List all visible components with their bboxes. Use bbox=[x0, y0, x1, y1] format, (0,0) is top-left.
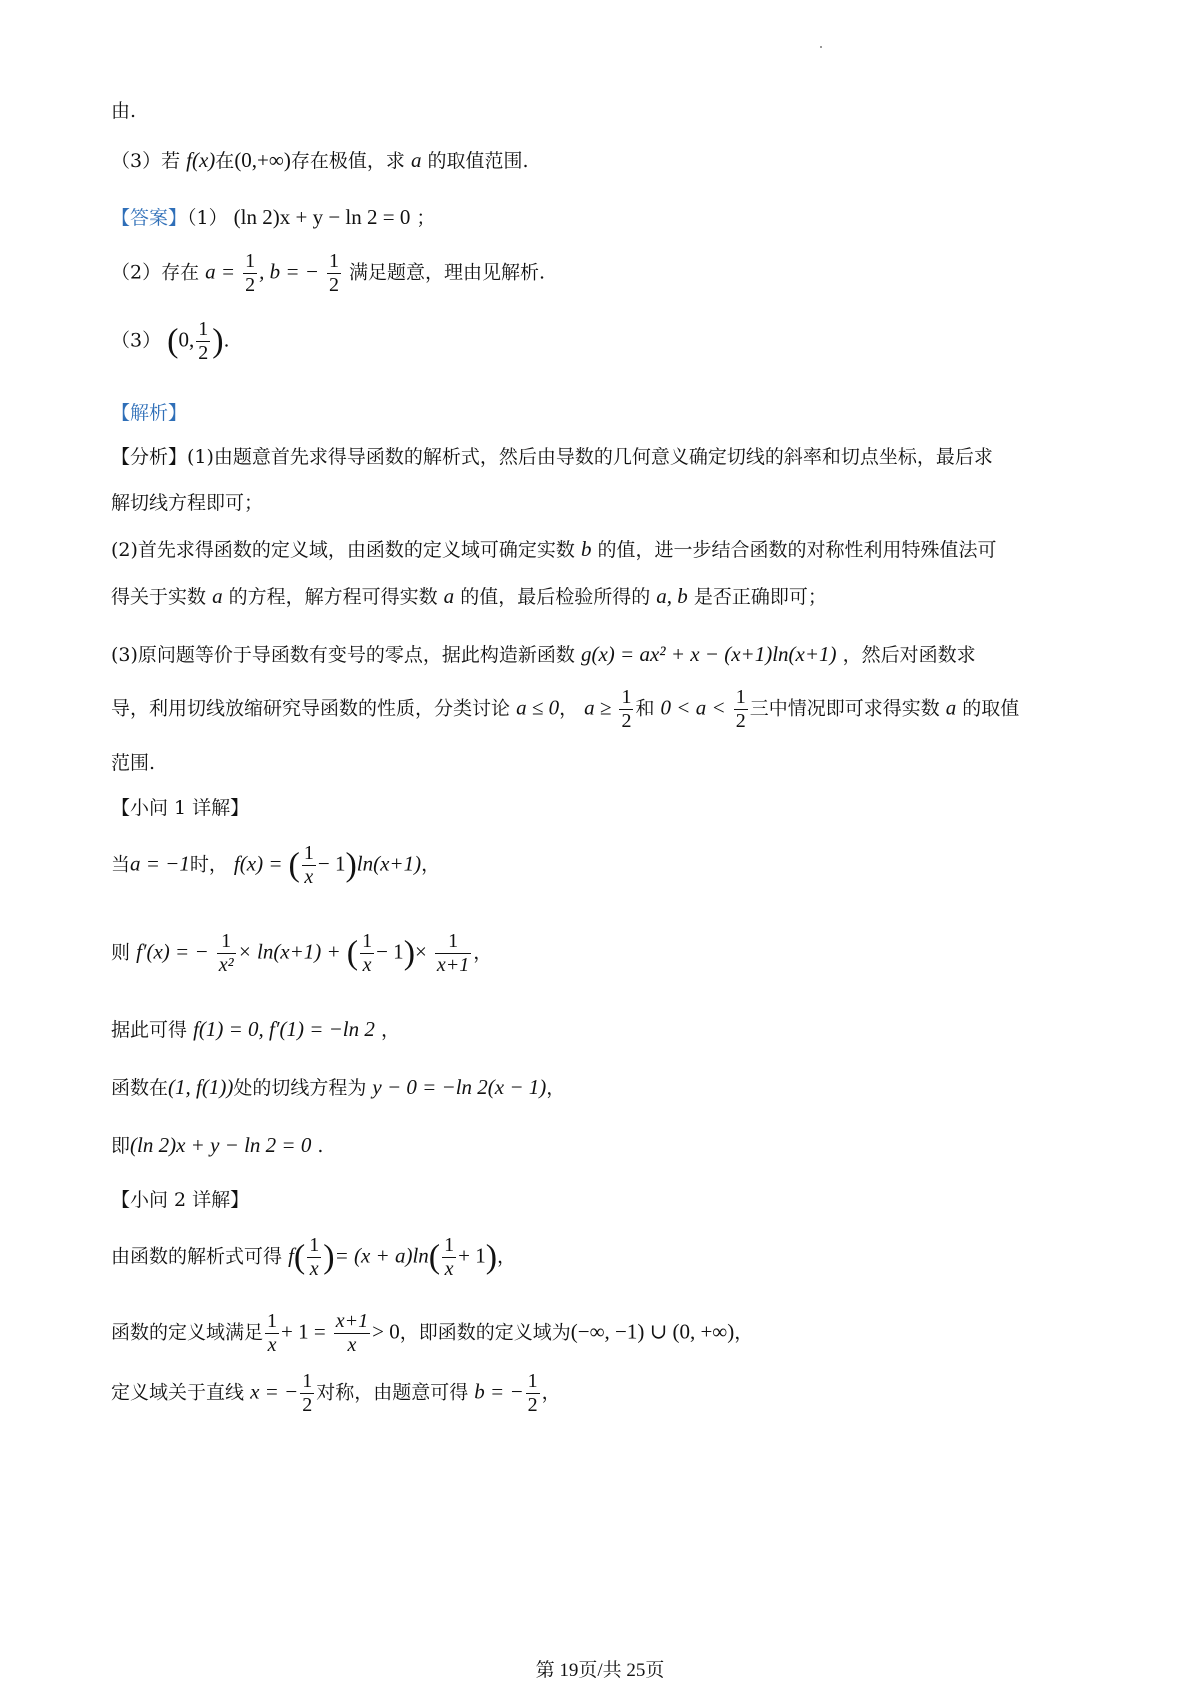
math: a bbox=[410, 148, 422, 172]
text: 导，利用切线放缩研究导函数的性质，分类讨论 bbox=[111, 697, 511, 720]
math: (−∞, −1) ∪ (0, +∞) bbox=[570, 1319, 735, 1344]
math: + 1 bbox=[458, 1243, 486, 1268]
analysis-line-6 bbox=[111, 686, 1100, 733]
q1-line-4 bbox=[111, 1073, 1100, 1100]
math: a bbox=[443, 584, 455, 608]
math: (1, f(1)) bbox=[168, 1075, 234, 1099]
text: 三中情况即可求得实数 bbox=[749, 697, 940, 720]
math: b = − bbox=[474, 1379, 524, 1404]
analysis-line-2 bbox=[111, 488, 1100, 515]
math: (0,+∞) bbox=[234, 148, 291, 172]
math: f(x) bbox=[186, 148, 216, 172]
text: 范围. bbox=[111, 752, 156, 774]
fraction: $\frac{1}{x}$ bbox=[303, 842, 314, 888]
text: 的取值 bbox=[962, 697, 1020, 720]
math: 0 < a < bbox=[660, 695, 726, 720]
text: 对称，由题意可得 bbox=[316, 1381, 469, 1404]
math: a bbox=[212, 584, 223, 608]
math: − 1 bbox=[376, 939, 404, 964]
text: . bbox=[317, 1135, 324, 1157]
math: a ≤ 0 bbox=[516, 695, 560, 720]
text: ， bbox=[380, 1019, 400, 1041]
text: （3） bbox=[111, 329, 162, 352]
text: 的取值范围. bbox=[427, 150, 529, 172]
text: ， bbox=[559, 697, 579, 720]
text: (3)原问题等价于导函数有变号的零点，据此构造新函数 bbox=[111, 644, 575, 666]
math: (ln 2)x + y − ln 2 = 0 bbox=[233, 205, 411, 229]
text: 函数的定义域满足 bbox=[111, 1321, 264, 1344]
text: 由. bbox=[111, 100, 137, 122]
fraction: $\frac{1}{2}$ bbox=[302, 1370, 313, 1416]
text-line bbox=[111, 96, 1100, 123]
fraction: $\frac{1}{x}$ bbox=[309, 1234, 320, 1280]
q2-line-1: 由函数的解析式可得 f( $\frac{1}{x}$ )= (x + a)ln( $\frac{1}{x}$ + 1)， bbox=[111, 1234, 517, 1280]
text: ， bbox=[473, 941, 493, 964]
math: × ln(x+1) + bbox=[237, 939, 341, 964]
text: 【小问 1 详解】 bbox=[111, 797, 250, 819]
text: 由函数的解析式可得 bbox=[111, 1245, 283, 1268]
text: (2)首先求得函数的定义域，由函数的定义域可确定实数 bbox=[111, 539, 575, 561]
math: a = bbox=[205, 259, 236, 284]
q2-line-2 bbox=[111, 1310, 1100, 1357]
fraction: $\frac{1}{x}$ bbox=[362, 930, 373, 976]
fraction: $\frac{1}{2}$ bbox=[198, 318, 209, 364]
answer-line-2 bbox=[111, 250, 1100, 297]
math: ln(x+1) bbox=[356, 851, 422, 876]
fraction: $\frac{1}{2}$ bbox=[621, 686, 632, 732]
fraction: $\frac{1}{2}$ bbox=[245, 250, 256, 296]
text: ， bbox=[734, 1321, 754, 1344]
analysis-line-1 bbox=[111, 442, 1100, 469]
fraction: $\frac{x+1}{x}$ bbox=[335, 1310, 369, 1356]
text: ， bbox=[541, 1381, 561, 1404]
text: 即 bbox=[111, 1135, 131, 1157]
text: 得关于实数 bbox=[111, 586, 207, 608]
math: f′(x) = − bbox=[136, 939, 209, 964]
math: g(x) = ax² + x − (x+1)ln(x+1) bbox=[580, 642, 837, 666]
math: > 0 bbox=[372, 1319, 400, 1344]
text: 的方程，解方程可得实数 bbox=[228, 586, 438, 608]
q1-line-5 bbox=[111, 1131, 1100, 1158]
text: 据此可得 bbox=[111, 1019, 188, 1041]
math: b bbox=[580, 537, 592, 561]
text: 【小问 2 详解】 bbox=[111, 1189, 250, 1211]
fraction: $\frac{1}{2}$ bbox=[527, 1370, 538, 1416]
answer-line-3: （3） (0, $\frac{1}{2}$ ). bbox=[111, 318, 230, 364]
text: ， bbox=[421, 853, 441, 876]
q2-line-3 bbox=[111, 1370, 1100, 1417]
text: ，即函数的定义域为 bbox=[399, 1321, 571, 1344]
q1-line-3 bbox=[111, 1015, 1100, 1042]
text: 处的切线方程为 bbox=[233, 1077, 367, 1099]
math: a ≥ bbox=[584, 695, 612, 720]
text: （2）存在 bbox=[111, 261, 200, 284]
text: 和 bbox=[635, 697, 655, 720]
fraction: $\frac{1}{x}$ bbox=[444, 1234, 455, 1280]
answer-label: 【答案】 bbox=[111, 207, 188, 229]
text: 是否正确即可； bbox=[693, 586, 827, 608]
text: 函数在 bbox=[111, 1077, 169, 1099]
answer-line-1 bbox=[111, 203, 1100, 230]
math: f(x) = bbox=[233, 851, 283, 876]
math: f bbox=[288, 1243, 294, 1268]
section-heading-q2 bbox=[111, 1185, 1100, 1212]
fraction: $\frac{1}{x}$ bbox=[267, 1310, 278, 1356]
math: a = −1 bbox=[130, 851, 190, 876]
math: x = − bbox=[250, 1379, 299, 1404]
text: 解切线方程即可； bbox=[111, 492, 264, 514]
math: × bbox=[415, 939, 427, 964]
analysis-line-3 bbox=[111, 535, 1100, 562]
q1-line-1: 当a = −1时， f(x) = ( $\frac{1}{x}$ − 1)ln(x+1)， bbox=[111, 842, 441, 888]
text: 满足题意，理由见解析. bbox=[349, 261, 546, 284]
text: 时， bbox=[189, 853, 228, 876]
analysis-line-7 bbox=[111, 748, 1100, 775]
q1-line-2: 则 f′(x) = − $\frac{1}{\text{x²}}$ × ln(x+1) + ( $\frac{1}{x}$ − 1)× $\frac{1}{x+1}$ ， bbox=[111, 930, 493, 976]
section-heading-q1 bbox=[111, 793, 1100, 820]
math: + 1 = bbox=[281, 1319, 326, 1344]
speck-mark bbox=[820, 46, 822, 48]
fraction: $\frac{1}{2}$ bbox=[735, 686, 746, 732]
text: 的值，最后检验所得的 bbox=[460, 586, 651, 608]
text: （1） bbox=[187, 207, 228, 229]
text: 当 bbox=[111, 853, 131, 876]
text: 定义域关于直线 bbox=[111, 1381, 245, 1404]
analysis-line-5 bbox=[111, 640, 1100, 667]
text: 【分析】(1)由题意首先求得导函数的解析式，然后由导数的几何意义确定切线的斜率和切点坐标，最后求 bbox=[111, 446, 993, 468]
text: . bbox=[223, 329, 230, 352]
fraction: $\frac{1}{\text{x²}}$ bbox=[218, 930, 234, 976]
math: (ln 2)x + y − ln 2 = 0 bbox=[130, 1133, 312, 1157]
text: ，然后对函数求 bbox=[842, 644, 976, 666]
text: 【解析】 bbox=[111, 402, 188, 424]
math: 0, bbox=[178, 327, 195, 352]
page-footer: 第 19页/共 25页 bbox=[535, 1660, 665, 1681]
text: 则 bbox=[111, 941, 131, 964]
math: a, b bbox=[656, 584, 688, 608]
fraction: $\frac{1}{x+1}$ bbox=[436, 930, 470, 976]
text: ， bbox=[546, 1077, 566, 1099]
fraction: $\frac{1}{2}$ bbox=[329, 250, 339, 296]
math: − 1 bbox=[317, 851, 346, 876]
analysis-line-4 bbox=[111, 582, 1100, 609]
text: 存在极值，求 bbox=[290, 150, 405, 172]
math: = (x + a)ln bbox=[334, 1243, 429, 1268]
math: , b = − bbox=[259, 259, 319, 284]
question-3-line bbox=[111, 146, 1100, 173]
text: ， bbox=[497, 1245, 517, 1268]
analysis-label bbox=[111, 398, 1100, 425]
text: 的值，进一步结合函数的对称性利用特殊值法可 bbox=[597, 539, 997, 561]
math: f(1) = 0, f′(1) = −ln 2 bbox=[193, 1017, 375, 1041]
text: ； bbox=[416, 207, 436, 229]
text: 在 bbox=[215, 150, 235, 172]
text: （3）若 bbox=[111, 150, 181, 172]
math: y − 0 = −ln 2(x − 1) bbox=[372, 1075, 547, 1099]
math: a bbox=[945, 695, 957, 720]
